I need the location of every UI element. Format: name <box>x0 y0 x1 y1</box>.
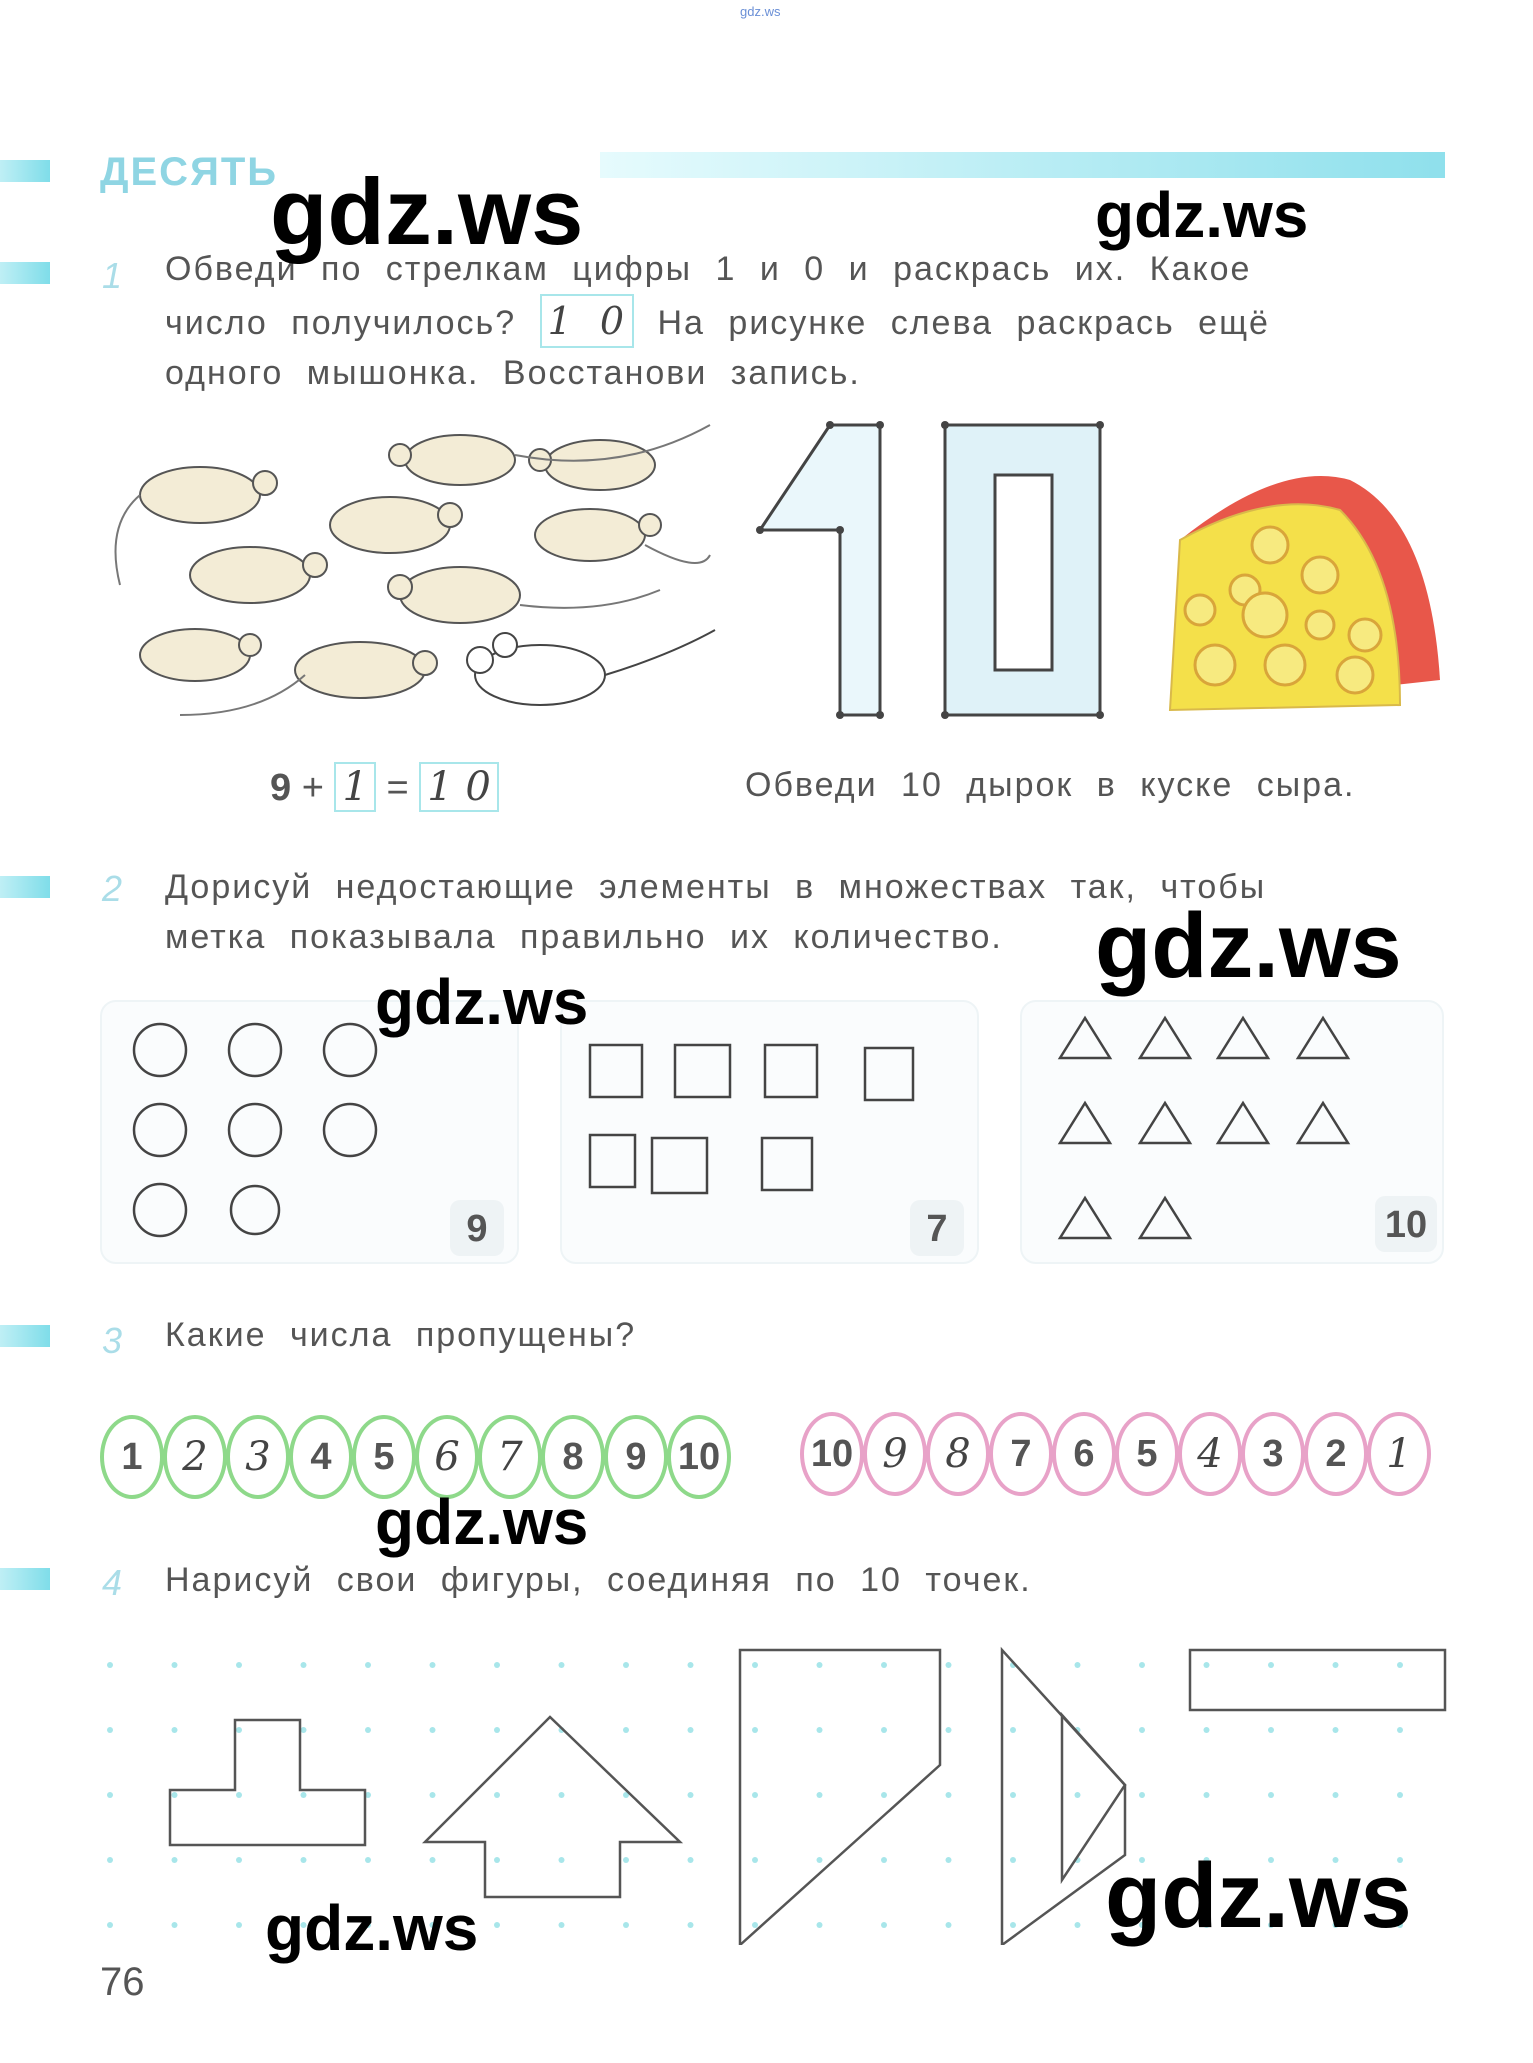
task1-line2-post: На рисунке слева раскрась ещё <box>657 304 1270 342</box>
pink-number-bead <box>1304 1412 1368 1496</box>
grid-dot <box>881 1727 887 1733</box>
grid-dot <box>494 1857 500 1863</box>
grid-dot <box>236 1662 242 1668</box>
grid-dot <box>301 1792 307 1798</box>
green-number-bead <box>289 1415 353 1499</box>
grid-dot <box>365 1857 371 1863</box>
grid-dot <box>1268 1662 1274 1668</box>
green-number-bead <box>100 1415 164 1499</box>
grid-dot <box>494 1792 500 1798</box>
grid-dot <box>236 1857 242 1863</box>
grid-dot <box>494 1922 500 1928</box>
grid-dot <box>752 1922 758 1928</box>
bead-number: 10 <box>810 1433 854 1475</box>
section-title: ДЕСЯТЬ <box>100 150 278 194</box>
watermark-logo: gdz.ws <box>270 159 584 264</box>
grid-dot <box>946 1922 952 1928</box>
grid-dot <box>623 1922 629 1928</box>
equation <box>270 762 499 812</box>
grid-dot <box>365 1662 371 1668</box>
grid-dot <box>623 1727 629 1733</box>
grid-dot <box>172 1792 178 1798</box>
grid-dot <box>1010 1857 1016 1863</box>
grid-dot <box>688 1727 694 1733</box>
grid-dot <box>688 1922 694 1928</box>
bead-number: 6 <box>434 1434 460 1480</box>
bead-number: 9 <box>625 1436 647 1478</box>
grid-dot <box>1333 1662 1339 1668</box>
grid-dot <box>881 1662 887 1668</box>
pink-number-bead <box>1241 1412 1305 1496</box>
set-label-10: 10 <box>1375 1196 1437 1252</box>
bead-number: 3 <box>1262 1433 1284 1475</box>
eq-a: 9 <box>270 767 292 809</box>
grid-dot <box>559 1857 565 1863</box>
watermark-logo: gdz.ws <box>265 1892 479 1964</box>
grid-dot <box>817 1727 823 1733</box>
grid-dot <box>881 1792 887 1798</box>
grid-dot <box>946 1857 952 1863</box>
grid-dot <box>172 1662 178 1668</box>
task3-text: Какие числа пропущены? <box>165 1316 637 1354</box>
bead-number: 1 <box>1386 1431 1412 1477</box>
title-bar <box>600 152 1445 178</box>
grid-dot <box>1010 1922 1016 1928</box>
grid-dot <box>430 1727 436 1733</box>
grid-dot <box>430 1857 436 1863</box>
bead-number: 7 <box>1010 1433 1032 1475</box>
grid-dot <box>107 1922 113 1928</box>
bead-number: 10 <box>677 1436 721 1478</box>
eq-plus: + <box>301 767 324 809</box>
grid-dot <box>1139 1727 1145 1733</box>
grid-dot <box>946 1727 952 1733</box>
grid-dot <box>688 1792 694 1798</box>
watermark-logo: gdz.ws <box>1105 1845 1412 1947</box>
bead-number: 5 <box>1136 1433 1158 1475</box>
green-number-bead <box>604 1415 668 1499</box>
grid-dot <box>1204 1662 1210 1668</box>
grid-dot <box>752 1662 758 1668</box>
grid-dot <box>172 1857 178 1863</box>
grid-dot <box>1268 1727 1274 1733</box>
top-watermark: gdz.ws <box>740 4 781 19</box>
grid-dot <box>688 1662 694 1668</box>
grid-dot <box>1397 1792 1403 1798</box>
grid-dot <box>107 1792 113 1798</box>
bead-number: 1 <box>121 1436 143 1478</box>
bead-number: 3 <box>245 1434 271 1480</box>
green-number-bead <box>163 1415 227 1499</box>
bead-number: 2 <box>1325 1433 1347 1475</box>
grid-dot <box>107 1727 113 1733</box>
pink-number-bead <box>1052 1412 1116 1496</box>
grid-dot <box>1010 1792 1016 1798</box>
eq-equals: = <box>386 767 409 809</box>
grid-dot <box>365 1727 371 1733</box>
set-label-9: 9 <box>450 1200 504 1256</box>
task1-answer-box: 1 0 <box>540 294 634 348</box>
grid-dot <box>236 1727 242 1733</box>
watermark-logo: gdz.ws <box>1095 179 1309 251</box>
task3-number: 3 <box>102 1320 123 1361</box>
grid-dot <box>559 1922 565 1928</box>
pink-number-bead <box>989 1412 1053 1496</box>
sets-shapes <box>100 1000 1445 1265</box>
cheese-caption: Обведи 10 дырок в куске сыра. <box>745 766 1356 804</box>
grid-dot <box>107 1662 113 1668</box>
bead-number: 2 <box>182 1434 208 1480</box>
bead-number: 4 <box>1197 1431 1223 1477</box>
grid-dot <box>1397 1662 1403 1668</box>
grid-dot <box>1204 1727 1210 1733</box>
digits-1-0-tracing <box>755 420 1115 725</box>
task1-line3: одного мышонка. Восстанови запись. <box>165 354 861 392</box>
page-number: 76 <box>100 1960 145 2004</box>
green-number-bead <box>667 1415 731 1499</box>
grid-dot <box>301 1727 307 1733</box>
task4-number: 4 <box>102 1562 123 1603</box>
task1-line2 <box>165 294 1445 348</box>
task1-line2-pre: число получилось? <box>165 304 517 342</box>
grid-dot <box>817 1792 823 1798</box>
pink-number-bead <box>863 1412 927 1496</box>
grid-dot <box>1139 1792 1145 1798</box>
cheese-illustration <box>1160 460 1450 720</box>
grid-dot <box>301 1857 307 1863</box>
margin-stripe <box>0 160 50 182</box>
pink-number-bead <box>926 1412 990 1496</box>
eq-result-box: 1 0 <box>419 762 499 812</box>
mice-illustration <box>100 415 720 735</box>
bead-number: 9 <box>882 1431 908 1477</box>
grid-dot <box>946 1662 952 1668</box>
grid-dot <box>623 1857 629 1863</box>
grid-dot <box>623 1662 629 1668</box>
grid-dot <box>1204 1792 1210 1798</box>
grid-dot <box>881 1922 887 1928</box>
grid-dot <box>1333 1727 1339 1733</box>
grid-dot <box>817 1922 823 1928</box>
grid-dot <box>1139 1662 1145 1668</box>
grid-dot <box>494 1727 500 1733</box>
grid-dot <box>1075 1662 1081 1668</box>
grid-dot <box>430 1792 436 1798</box>
grid-dot <box>1268 1792 1274 1798</box>
bead-number: 5 <box>373 1436 395 1478</box>
grid-dot <box>236 1792 242 1798</box>
margin-stripe <box>0 1325 50 1347</box>
set-label-7: 7 <box>910 1200 964 1256</box>
pink-number-bead <box>1178 1412 1242 1496</box>
grid-dot <box>494 1662 500 1668</box>
watermark-logo: gdz.ws <box>375 1486 589 1558</box>
margin-stripe <box>0 876 50 898</box>
pink-number-bead <box>1115 1412 1179 1496</box>
grid-dot <box>559 1792 565 1798</box>
grid-dot <box>1333 1792 1339 1798</box>
grid-dot <box>688 1857 694 1863</box>
grid-dot <box>430 1662 436 1668</box>
grid-dot <box>881 1857 887 1863</box>
pink-number-bead <box>800 1412 864 1496</box>
task2-line2: метка показывала правильно их количество. <box>165 918 1003 956</box>
grid-dot <box>817 1857 823 1863</box>
grid-dot <box>1075 1922 1081 1928</box>
grid-dot <box>752 1857 758 1863</box>
bead-number: 8 <box>945 1431 971 1477</box>
task1-line1: Обведи по стрелкам цифры 1 и 0 и раскрась их. Какое <box>165 250 1252 288</box>
bead-number: 7 <box>497 1434 523 1480</box>
grid-dot <box>301 1662 307 1668</box>
task1-number: 1 <box>102 255 123 296</box>
task2-line1: Дорисуй недостающие элементы в множествах так, чтобы <box>165 868 1267 906</box>
grid-dot <box>559 1662 565 1668</box>
grid-dot <box>107 1857 113 1863</box>
grid-dot <box>752 1792 758 1798</box>
bead-number: 8 <box>562 1436 584 1478</box>
watermark-logo: gdz.ws <box>375 966 589 1038</box>
watermark-logo: gdz.ws <box>1095 895 1402 997</box>
eq-b-box: 1 <box>334 762 375 812</box>
grid-dot <box>172 1922 178 1928</box>
bead-number: 4 <box>310 1436 332 1478</box>
margin-stripe <box>0 1568 50 1590</box>
bead-number: 6 <box>1073 1433 1095 1475</box>
grid-dot <box>817 1662 823 1668</box>
grid-dot <box>752 1727 758 1733</box>
task1-text <box>165 244 1445 398</box>
margin-stripe <box>0 262 50 284</box>
grid-dot <box>1075 1792 1081 1798</box>
grid-dot <box>172 1727 178 1733</box>
grid-dot <box>236 1922 242 1928</box>
grid-dot <box>946 1792 952 1798</box>
task2-number: 2 <box>102 868 123 909</box>
pink-number-bead <box>1367 1412 1431 1496</box>
grid-dot <box>1010 1727 1016 1733</box>
task4-text: Нарисуй свои фигуры, соединяя по 10 точек. <box>165 1561 1032 1599</box>
grid-dot <box>1397 1727 1403 1733</box>
green-number-bead <box>226 1415 290 1499</box>
